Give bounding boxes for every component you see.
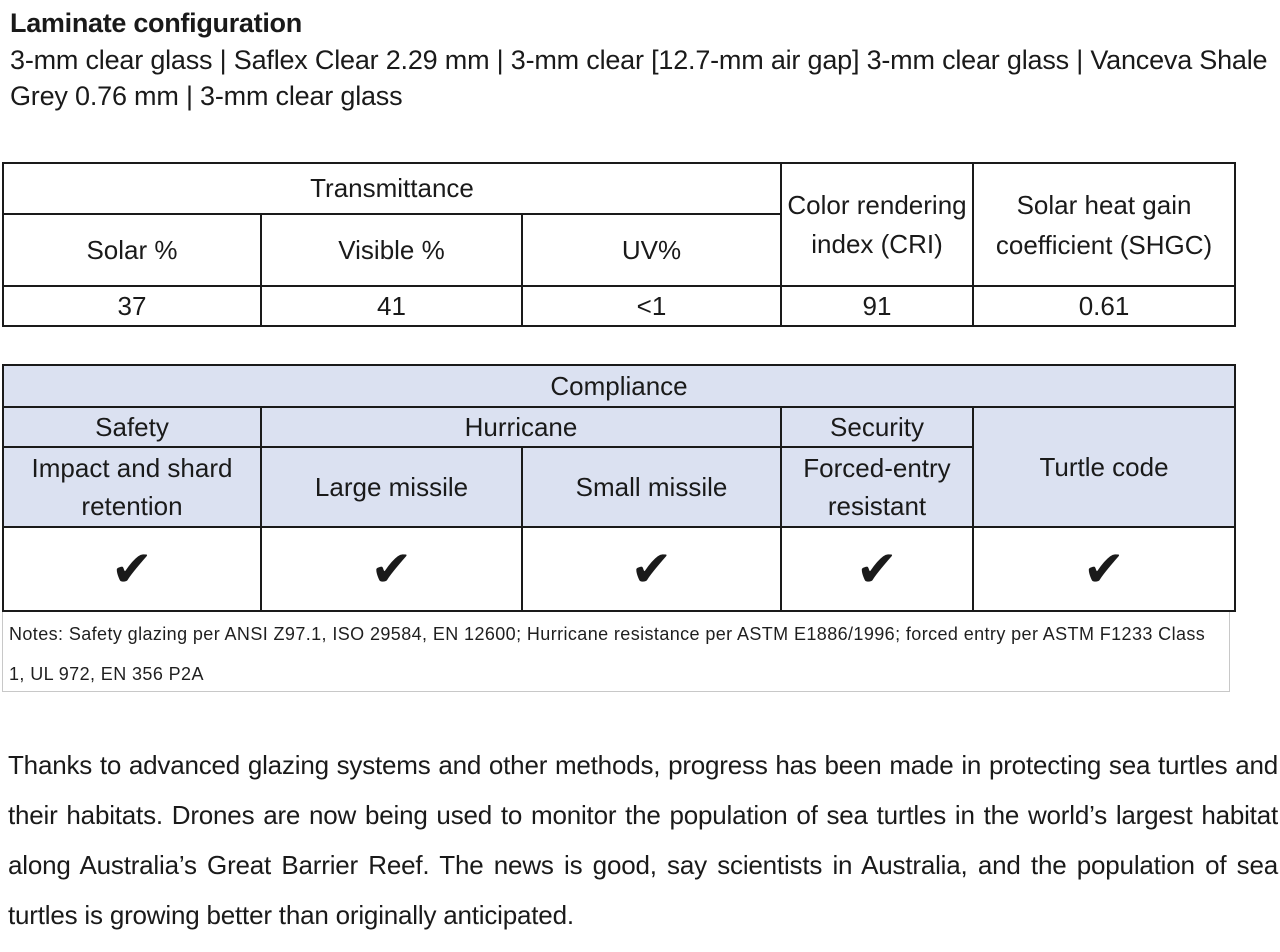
body-paragraph: Thanks to advanced glazing systems and other methods, progress has been made in protecting sea turtles and their habitats. Drones are now being used to monitor the population of sea turtles in the world’s largest habitat along Australia’s Great Barrier Reef. The news is good, say scientists in Australia, and the population of sea turtles is growing better than originally anticipated.	[8, 750, 1278, 930]
compliance-notes: Notes: Safety glazing per ANSI Z97.1, ISO 29584, EN 12600; Hurricane resistance per ASTM E1886/1996; forced entry per ASTM F1233 Class 1, UL 972, EN 356 P2A	[2, 612, 1230, 692]
transmittance-header: Transmittance	[3, 163, 781, 214]
safety-header: Safety	[3, 407, 261, 447]
solar-value: 37	[3, 286, 261, 326]
check-icon: ✔	[370, 540, 413, 598]
security-header: Security	[781, 407, 973, 447]
solar-header: Solar %	[3, 214, 261, 286]
hurricane-header: Hurricane	[261, 407, 781, 447]
compliance-title: Compliance	[3, 365, 1235, 407]
section-heading: Laminate configuration	[10, 8, 302, 38]
shgc-value: 0.61	[973, 286, 1235, 326]
impact-shard-retention-header: Impact and shard retention	[3, 447, 261, 527]
check-icon: ✔	[630, 540, 673, 598]
turtle-code-check-cell	[973, 527, 1235, 611]
forced-entry-check-cell	[781, 527, 973, 611]
large-missile-header: Large missile	[261, 447, 522, 527]
uv-header: UV%	[522, 214, 781, 286]
small-missile-header: Small missile	[522, 447, 781, 527]
turtle-code-header: Turtle code	[973, 407, 1235, 527]
compliance-table	[2, 364, 1236, 612]
laminate-configuration-text: 3-mm clear glass | Saflex Clear 2.29 mm | 3-mm clear [12.7-mm air gap] 3-mm clear glass | Vanceva Shale Grey 0.76 mm | 3-mm clear glass	[10, 45, 1268, 111]
small-missile-check-cell	[522, 527, 781, 611]
forced-entry-header: Forced-entry resistant	[781, 447, 973, 527]
safety-check-cell	[3, 527, 261, 611]
check-icon: ✔	[1083, 540, 1125, 598]
performance-table	[2, 162, 1236, 327]
check-icon: ✔	[111, 540, 153, 598]
check-icon: ✔	[856, 540, 898, 598]
cri-header: Color rendering index (CRI)	[781, 163, 973, 286]
visible-header: Visible %	[261, 214, 522, 286]
cri-value: 91	[781, 286, 973, 326]
visible-value: 41	[261, 286, 522, 326]
uv-value: <1	[522, 286, 781, 326]
large-missile-check-cell	[261, 527, 522, 611]
shgc-header: Solar heat gain coefficient (SHGC)	[973, 163, 1235, 286]
